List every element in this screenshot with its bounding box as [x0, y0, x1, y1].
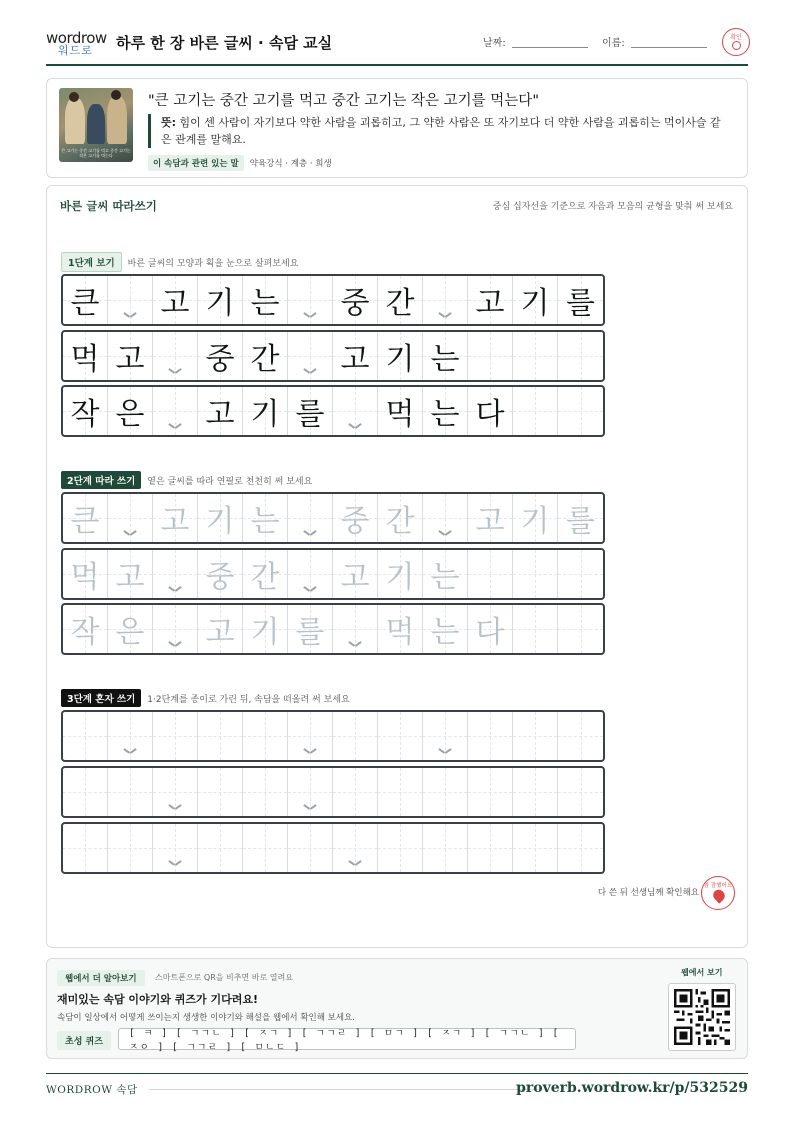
grid-cell: [468, 387, 513, 435]
name-field[interactable]: [631, 47, 707, 48]
grid-cell[interactable]: [243, 824, 288, 872]
trace-character: 는: [430, 560, 460, 595]
check-stamp-icon: 확인: [722, 28, 750, 56]
trace-character: 기: [385, 560, 415, 595]
grid-row: [61, 766, 605, 818]
grid-cell: [468, 494, 513, 542]
grid-cell: [198, 332, 243, 380]
grid-cell: [423, 605, 468, 653]
trace-character: 를: [566, 504, 595, 539]
trace-character: 를: [295, 615, 325, 650]
practice-guide: 중심 십자선을 기준으로 자음과 모음의 균형을 맞춰 써 보세요: [492, 202, 733, 212]
model-character: 먹: [70, 342, 100, 377]
trace-character: 중: [205, 560, 235, 595]
grid-row: [61, 274, 605, 326]
space-mark-icon: [305, 748, 315, 754]
grid-cell[interactable]: [468, 768, 513, 816]
grid-row: [61, 385, 605, 437]
grid-cell[interactable]: [468, 712, 513, 760]
trace-character: 기: [250, 615, 280, 650]
grid-cell: [423, 387, 468, 435]
model-character: 고: [160, 286, 190, 321]
grid-cell: [558, 276, 603, 324]
grid-cell[interactable]: [513, 712, 558, 760]
space-mark-icon: [170, 423, 180, 429]
grid-cell: [198, 605, 243, 653]
grid-cell[interactable]: [333, 768, 378, 816]
grid-cell: [108, 276, 153, 324]
footer-url[interactable]: proverb.wordrow.kr/p/532529: [516, 1080, 748, 1096]
grid-cell: [378, 494, 423, 542]
footer-divider: [149, 1089, 538, 1090]
grid-cell: [288, 550, 333, 598]
grid-cell: [153, 387, 198, 435]
grid-cell: [63, 605, 108, 653]
grid-cell[interactable]: [333, 824, 378, 872]
step2-label: 2단계 따라 쓰기: [61, 471, 141, 489]
grid-cell: [288, 494, 333, 542]
grid-row: [61, 822, 605, 874]
related-label: 이 속담과 관련 있는 말: [148, 155, 244, 171]
grid-cell[interactable]: [513, 824, 558, 872]
grid-cell[interactable]: [243, 768, 288, 816]
trace-character: 기: [520, 504, 550, 539]
grid-cell: [243, 605, 288, 653]
grid-row: [61, 492, 605, 544]
trace-character: 고: [115, 560, 145, 595]
grid-cell[interactable]: [153, 824, 198, 872]
grid-cell: [423, 494, 468, 542]
step1-header: [61, 252, 298, 272]
model-character: 먹: [385, 397, 415, 432]
grid-cell: [513, 387, 558, 435]
grid-cell: [468, 550, 513, 598]
grid-cell[interactable]: [198, 712, 243, 760]
related-text: 약육강식 · 계층 · 희생: [249, 159, 332, 169]
grid-cell: [63, 550, 108, 598]
grid-cell: [468, 276, 513, 324]
grid-cell: [153, 494, 198, 542]
logo-sub: 워드로: [58, 44, 93, 57]
trace-character: 고: [205, 615, 235, 650]
model-character: 기: [520, 286, 550, 321]
grid-cell[interactable]: [288, 824, 333, 872]
grid-cell: [243, 550, 288, 598]
proverb-card: [46, 78, 748, 178]
proverb-text: "큰 고기는 중간 고기를 먹고 중간 고기는 작은 고기를 먹는다": [148, 93, 539, 109]
model-character: 를: [295, 397, 325, 432]
grid-cell: [153, 605, 198, 653]
grid-cell: [198, 276, 243, 324]
grid-cell[interactable]: [198, 768, 243, 816]
step3-desc: 1·2단계를 종이로 가린 뒤, 속담을 떠올려 써 보세요: [147, 694, 350, 705]
wordrow-logo: [46, 28, 108, 60]
page-footer: [46, 1073, 748, 1103]
grid-cell[interactable]: [288, 768, 333, 816]
grid-cell: [198, 494, 243, 542]
chosung-quiz: [ ㅋ ] [ ㄱㄱㄴ ] [ ㅈㄱ ] [ ㄱㄱㄹ ] [ ㅁㄱ ] [ ㅈㄱ ] [ ㄱㄱㄴ ] [ ㅈㅇ ] [ ㄱㄱㄹ ] [ ㅁㄴㄷ ]: [118, 1028, 576, 1050]
model-character: 는: [430, 397, 460, 432]
space-mark-icon: [170, 804, 180, 810]
model-character: 중: [340, 286, 370, 321]
space-mark-icon: [350, 641, 360, 647]
space-mark-icon: [440, 748, 450, 754]
model-character: 작: [70, 397, 100, 432]
space-mark-icon: [170, 586, 180, 592]
grid-cell: [333, 276, 378, 324]
space-mark-icon: [440, 530, 450, 536]
grid-cell: [198, 550, 243, 598]
quiz-label: 초성 퀴즈: [57, 1031, 111, 1050]
grid-cell: [558, 550, 603, 598]
grid-cell: [63, 276, 108, 324]
grid-cell: [108, 605, 153, 653]
trace-character: 기: [205, 504, 235, 539]
space-mark-icon: [125, 748, 135, 754]
model-character: 를: [566, 286, 595, 321]
space-mark-icon: [170, 368, 180, 374]
page-header: [46, 24, 748, 66]
grid-cell[interactable]: [513, 768, 558, 816]
web-desc: 속담이 일상에서 어떻게 쓰이는지 생생한 이야기와 해설을 웹에서 확인해 보세요.: [57, 1013, 355, 1023]
web-headline: 재미있는 속담 이야기와 퀴즈가 기다려요!: [57, 993, 258, 1006]
grid-cell[interactable]: [423, 712, 468, 760]
trace-character: 중: [340, 504, 370, 539]
grid-cell: [378, 276, 423, 324]
grid-cell[interactable]: [558, 712, 603, 760]
practice-section: [46, 185, 748, 948]
web-more-box: [46, 958, 748, 1059]
space-mark-icon: [305, 804, 315, 810]
space-mark-icon: [170, 860, 180, 866]
grid-cell[interactable]: [558, 824, 603, 872]
grid-cell: [288, 605, 333, 653]
model-character: 고: [340, 342, 370, 377]
name-label: 이름:: [602, 38, 625, 49]
grid-cell[interactable]: [558, 768, 603, 816]
grid-cell: [558, 494, 603, 542]
space-mark-icon: [350, 423, 360, 429]
grid-cell: [378, 387, 423, 435]
grid-cell[interactable]: [378, 768, 423, 816]
grid-cell: [153, 550, 198, 598]
grid-cell: [513, 332, 558, 380]
illustration-caption: 큰 고기는 중간 고기를 먹고 중간 고기는 작은 고기를 먹는다: [61, 148, 131, 158]
space-mark-icon: [305, 586, 315, 592]
meaning-label: 뜻:: [161, 116, 177, 129]
grid-cell: [108, 550, 153, 598]
grid-cell: [558, 605, 603, 653]
grid-cell[interactable]: [63, 824, 108, 872]
grid-cell: [63, 332, 108, 380]
trace-character: 다: [475, 615, 505, 650]
model-character: 간: [250, 342, 280, 377]
step3-label: 3단계 혼자 쓰기: [61, 689, 141, 707]
trace-character: 간: [250, 560, 280, 595]
grid-cell[interactable]: [378, 824, 423, 872]
trace-character: 큰: [70, 504, 100, 539]
grid-cell: [288, 276, 333, 324]
space-mark-icon: [440, 312, 450, 318]
grid-cell: [333, 550, 378, 598]
grid-cell: [243, 387, 288, 435]
proverb-meaning: [148, 114, 728, 148]
grid-cell[interactable]: [63, 768, 108, 816]
model-character: 기: [385, 342, 415, 377]
grid-cell: [108, 387, 153, 435]
grid-cell[interactable]: [108, 712, 153, 760]
step1-label: 1단계 보기: [61, 252, 122, 272]
grid-cell: [108, 332, 153, 380]
model-character: 간: [385, 286, 415, 321]
model-character: 다: [475, 397, 505, 432]
trace-character: 간: [385, 504, 415, 539]
grid-cell[interactable]: [333, 712, 378, 760]
grid-cell: [333, 605, 378, 653]
model-character: 고: [205, 397, 235, 432]
footer-brand: WORDROW 속담: [46, 1084, 138, 1096]
grid-cell: [63, 387, 108, 435]
grid-cell: [468, 605, 513, 653]
page-title: 하루 한 장 바른 글씨 · 속담 교실: [116, 34, 333, 52]
model-character: 기: [205, 286, 235, 321]
grid-cell: [378, 550, 423, 598]
practice-title: 바른 글씨 따라쓰기: [60, 199, 157, 213]
meaning-text: 힘이 센 사람이 자기보다 약한 사람을 괴롭히고, 그 약한 사람은 또 자기보다 더 약한 사람을 괴롭히는 먹이사슬 같은 관계를 말해요.: [161, 116, 721, 146]
trace-character: 는: [430, 615, 460, 650]
grid-cell[interactable]: [198, 824, 243, 872]
model-character: 큰: [70, 286, 100, 321]
trace-character: 먹: [70, 560, 100, 595]
grid-cell: [423, 276, 468, 324]
grid-cell[interactable]: [378, 712, 423, 760]
grid-cell: [288, 332, 333, 380]
grid-cell: [378, 605, 423, 653]
qr-label: 웹에서 보기: [681, 968, 723, 977]
grid-cell[interactable]: [423, 768, 468, 816]
model-character: 는: [430, 342, 460, 377]
grid-cell: [423, 550, 468, 598]
grid-cell: [558, 387, 603, 435]
grid-cell: [63, 494, 108, 542]
grid-cell[interactable]: [468, 824, 513, 872]
grid-cell: [333, 387, 378, 435]
trace-character: 은: [115, 615, 145, 650]
grid-cell: [198, 387, 243, 435]
grid-cell: [558, 332, 603, 380]
grid-cell: [108, 494, 153, 542]
space-mark-icon: [305, 368, 315, 374]
grid-row: [61, 603, 605, 655]
grid-row: [61, 548, 605, 600]
grid-row: [61, 710, 605, 762]
grid-cell: [243, 494, 288, 542]
grid-cell: [513, 605, 558, 653]
trace-character: 고: [475, 504, 505, 539]
grid-cell: [333, 332, 378, 380]
heart-stamp-icon: 참 잘했어요: [701, 876, 735, 910]
grid-row: [61, 330, 605, 382]
date-field[interactable]: [512, 47, 588, 48]
space-mark-icon: [170, 641, 180, 647]
space-mark-icon: [305, 530, 315, 536]
trace-character: 먹: [385, 615, 415, 650]
trace-character: 는: [250, 504, 280, 539]
model-character: 고: [115, 342, 145, 377]
qr-code-icon[interactable]: [668, 983, 736, 1051]
grid-cell: [513, 276, 558, 324]
logo-text: wordrow: [46, 29, 107, 47]
model-character: 는: [250, 286, 280, 321]
grid-cell: [378, 332, 423, 380]
model-character: 은: [115, 397, 145, 432]
grid-cell[interactable]: [108, 768, 153, 816]
proverb-illustration: [59, 88, 133, 162]
step1-desc: 바른 글씨의 모양과 획을 눈으로 살펴보세요: [127, 258, 299, 269]
web-label: 웹에서 더 알아보기: [57, 970, 145, 986]
step2-header: [61, 471, 312, 489]
grid-cell[interactable]: [423, 824, 468, 872]
grid-cell: [288, 387, 333, 435]
grid-cell: [153, 332, 198, 380]
grid-cell: [243, 276, 288, 324]
grid-cell: [153, 276, 198, 324]
space-mark-icon: [125, 530, 135, 536]
grid-cell[interactable]: [243, 712, 288, 760]
grid-cell: [423, 332, 468, 380]
grid-cell: [513, 494, 558, 542]
trace-character: 고: [340, 560, 370, 595]
date-label: 날짜:: [483, 38, 506, 49]
step3-header: [61, 689, 350, 707]
space-mark-icon: [350, 860, 360, 866]
grid-cell[interactable]: [153, 768, 198, 816]
grid-cell[interactable]: [63, 712, 108, 760]
web-sub: 스마트폰으로 QR을 비추면 바로 열려요: [155, 973, 293, 982]
trace-character: 작: [70, 615, 100, 650]
model-character: 기: [250, 397, 280, 432]
trace-character: 고: [160, 504, 190, 539]
grid-cell[interactable]: [288, 712, 333, 760]
model-character: 고: [475, 286, 505, 321]
grid-cell[interactable]: [153, 712, 198, 760]
space-mark-icon: [305, 312, 315, 318]
related-words: [148, 155, 332, 171]
grid-cell: [468, 332, 513, 380]
space-mark-icon: [125, 312, 135, 318]
grid-cell: [243, 332, 288, 380]
grid-cell: [513, 550, 558, 598]
grid-cell[interactable]: [108, 824, 153, 872]
teacher-confirm-text: 다 쓴 뒤 선생님께 확인해요: [597, 888, 699, 898]
step2-desc: 옅은 글씨를 따라 연필로 천천히 써 보세요: [147, 476, 313, 487]
grid-cell: [333, 494, 378, 542]
model-character: 중: [205, 342, 235, 377]
